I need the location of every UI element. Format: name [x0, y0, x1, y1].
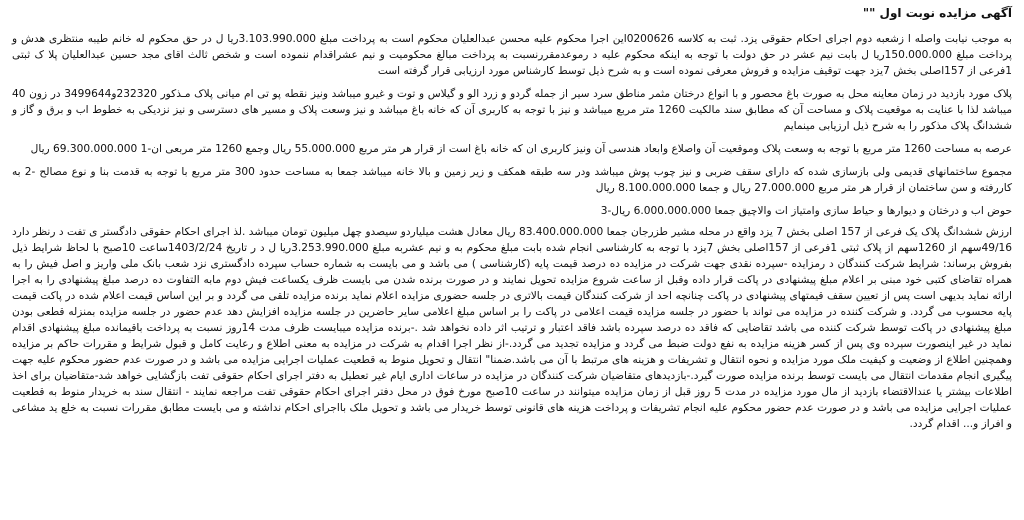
property-description-paragraph: پلاک مورد بازدید در زمان معاینه محل به صورت باغ محصور و با انواع درختان مثمر مناطق سرد سیر از جمله گردو و زرد الو و گیلاس و توت و غیرو میباشد ونیز نقطه پو تی ام میانی پلاک مـذکور 232320و3499644 در زون 40 میباشد لذا با عنایت به موقعیت پلاک و مساحت آن که مطابق سند مالکیت 1260 متر مربع میباشد و نیز با توجه به کاربری آن که خانه باغ میباشد و نیز وسعت پلاک و مسیر های دسترسی و نیز نزدیکی به خطوط اب و برق و گاز و ششدانگ پلاک مذکور را به شرح ذیل ارزیابی مینمایم [12, 88, 1013, 132]
buildings-valuation-paragraph: مجموع ساختمانهای قدیمی ولی بازسازی شده که دارای سقف ضربی و نیز چوب پوش میباشد ودر سه طبقه همکف و زیر زمین و بالا خانه میباشد جمعا به مساحت حدود 300 متر مربع با توجه به قدمت بنا و نوع مصالح -2 به کاررفته و سن ساختمان از قرار هر متر مربع 27.000.000 ریال و جمعا 8.100.000.000 ریال [12, 166, 1013, 194]
auction-terms-paragraph: ارزش ششدانگ پلاک یک فرعی از 157 اصلی بخش 7 یزد واقع در محله مشیر طزرجان جمعا 83.400.000.000 ریال معادل هشت میلیاردو سیصدو چهل میلیون تومان میباشد .لذ اجرای احکام حقوقی دادگستر ی تفت د رنظر دارد 49/16سهم از 1260سهم از پلاک ثبتی 1فرعی از 157اصلی بخش 7یزد با توجه به کارشناسی انجام شده بابت مبلغ محکوم به و نیم عشربه مبلغ 3.253.990.000ریا ل د ر تاریخ 1403/2/24ساعت 10صبح با لحاظ شرایط ذیل بفروش برساند: شرایط شرکت کنندگان د رمزایده -سپرده نقدی جهت شرکت در مزایده ده درصد قیمت پایه (کارشناسی ) می باشد و می بایست به شماره حساب سپرده دادگستری نزد شعب بانک ملی واریز و اصل فیش را به همراه تقاضای کتبی خود مبنی بر اعلام مبلغ پیشنهادی در پاکت قرار داده وقبل از ساعت شروع مزایده تحویل نمایند و در صورت برنده شدن می بایست ظرف یکساعت فیش دوم مابه التفاوت ده درصد مبلغ پیشنهادی را به اجرا ارائه نماید بدیهی است پس از تعیین سقف قیمتهای پیشنهادی در پاکت چنانچه احد از شرکت کنندگان قیمت بالاتری در جلسه حضوری مزایده اعلام نماید برنده مزایده تلقی می گردد و بر این اساس قیمت اعلام شده در پاکت قیمت پایه محسوب می گردد. و شرکت کننده در مزایده می تواند با حضور در جلسه مزایده قیمت اعلامی در پاکت را بر اساس مبلغ اعلامی سایر حاضرین در جلسه مزایده افزایش دهد عدم حضور در جلسه مزایده بمنزله قطعی بودن مبلغ پیشنهادی در پاکت توسط شرکت کننده می باشد تقاضایی که فاقد ده درصد سپرده باشد فاقد اعتبار و ترتیب اثر داده نخواهد شد .-برنده مزایده میبایست ظرف مدت 14روز نسبت به پرداخت باقیمانده مبلغ پیشنهادی اقدام نماید در غیر اینصورت سپرده وی پس از کسر هزینه مزایده به نفع دولت ضبط می گردد و مزایده تجدید می گردد.-از نظر اجرا اقدام به شرکت در مزایده به معنی اطلاع و رعایت کامل و قبول شرایط و مقررات حاکم بر مزایده وهمچنین اطلاع از وضعیت و کیفیت ملک مورد مزایده و نحوه انتقال و تشریفات و هزینه های مرتبط با آن می باشد.ضمنا" انتقال و تحویل منوط به قطعیت عملیات اجرایی مزایده می باشد و در صورت عدم حضور محکوم علیه جهت پیگیری انجام مقدمات انتقال می بایست توسط برنده مزایده صورت گیرد.-بازدیدهای متقاضیان شرکت کنندگان در مزایده در ساعات اداری ایام غیر تعطیل به دفتر اجرای احکام حقوقی تفت بازگشایی خواهد شد-متقاضیان برای اخذ اطلاعات بیشتر یا عندالاقتضاء بازدید از مال مورد مزایده در مدت 5 روز قبل از زمان مزایده میتوانند در ساعت 10صبح مورخ فوق در محل دفتر اجرای احکام حقوقی تفت مراجعه نمایند - انتقال سند به خریدار منوط به قطعیت عملیات اجرایی مزایده می باشد و در صورت عدم حضور محکوم علیه انجام تشریفات و پرداخت هزینه های قانونی توسط خریدار می باشد و تحویل ملک بااجرای احکام نداشته و می بایست مطابق مقررات نسبت به خلع ید مشاعی و افراز و... اقدام گردد. [12, 226, 1013, 430]
yard-valuation-paragraph: حوض اب و درختان و دیوارها و حیاط سازی وامتیاز ات والاچیق جمعا 6.000.000.000 ریال-3 [600, 205, 1012, 217]
notice-title: آگهی مزایده نوبت اول "" [862, 6, 1012, 20]
land-valuation-paragraph: عرصه به مساحت 1260 متر مربع با توجه به وسعت پلاک وموقعیت آن واصلاع وابعاد هندسی آن ونیز کاربری ان که خانه باغ است از قرار هر متر مربع 55.000.000 ریال وجمع 1260 متر مربعی ان-1 69.300.000.000 ریال [30, 143, 1012, 155]
notice-intro-paragraph: به موجب نیابت واصله ا زشعبه دوم اجرای احکام حقوقی یزد. ثبت به کلاسه 0200626این اجرا محکوم علیه محسن عبدالعلیان محکوم است به پرداخت مبلغ 3.103.990.000ریا ل در حق محکوم له خانم طیبه منتظری هدش و پرداخت مبلغ 150.000.000ریا ل بابت نیم عشر در حق دولت با توجه به اینکه محکوم علیه د رموعدمقررنسبت به پرداخت مبالغ محکومیت و نیم عشراقدام ننموده است و شخص ثالث اقای مجد حسین عبدالعلیان پلا ک ثبتی 1فرعی از 157اصلی بخش 7یزد جهت توقیف مزایده و فروش معرفی نموده است و به شرح ذیل توسط کارشناس مورد ارزیابی قرار گرفته است [12, 33, 1012, 77]
